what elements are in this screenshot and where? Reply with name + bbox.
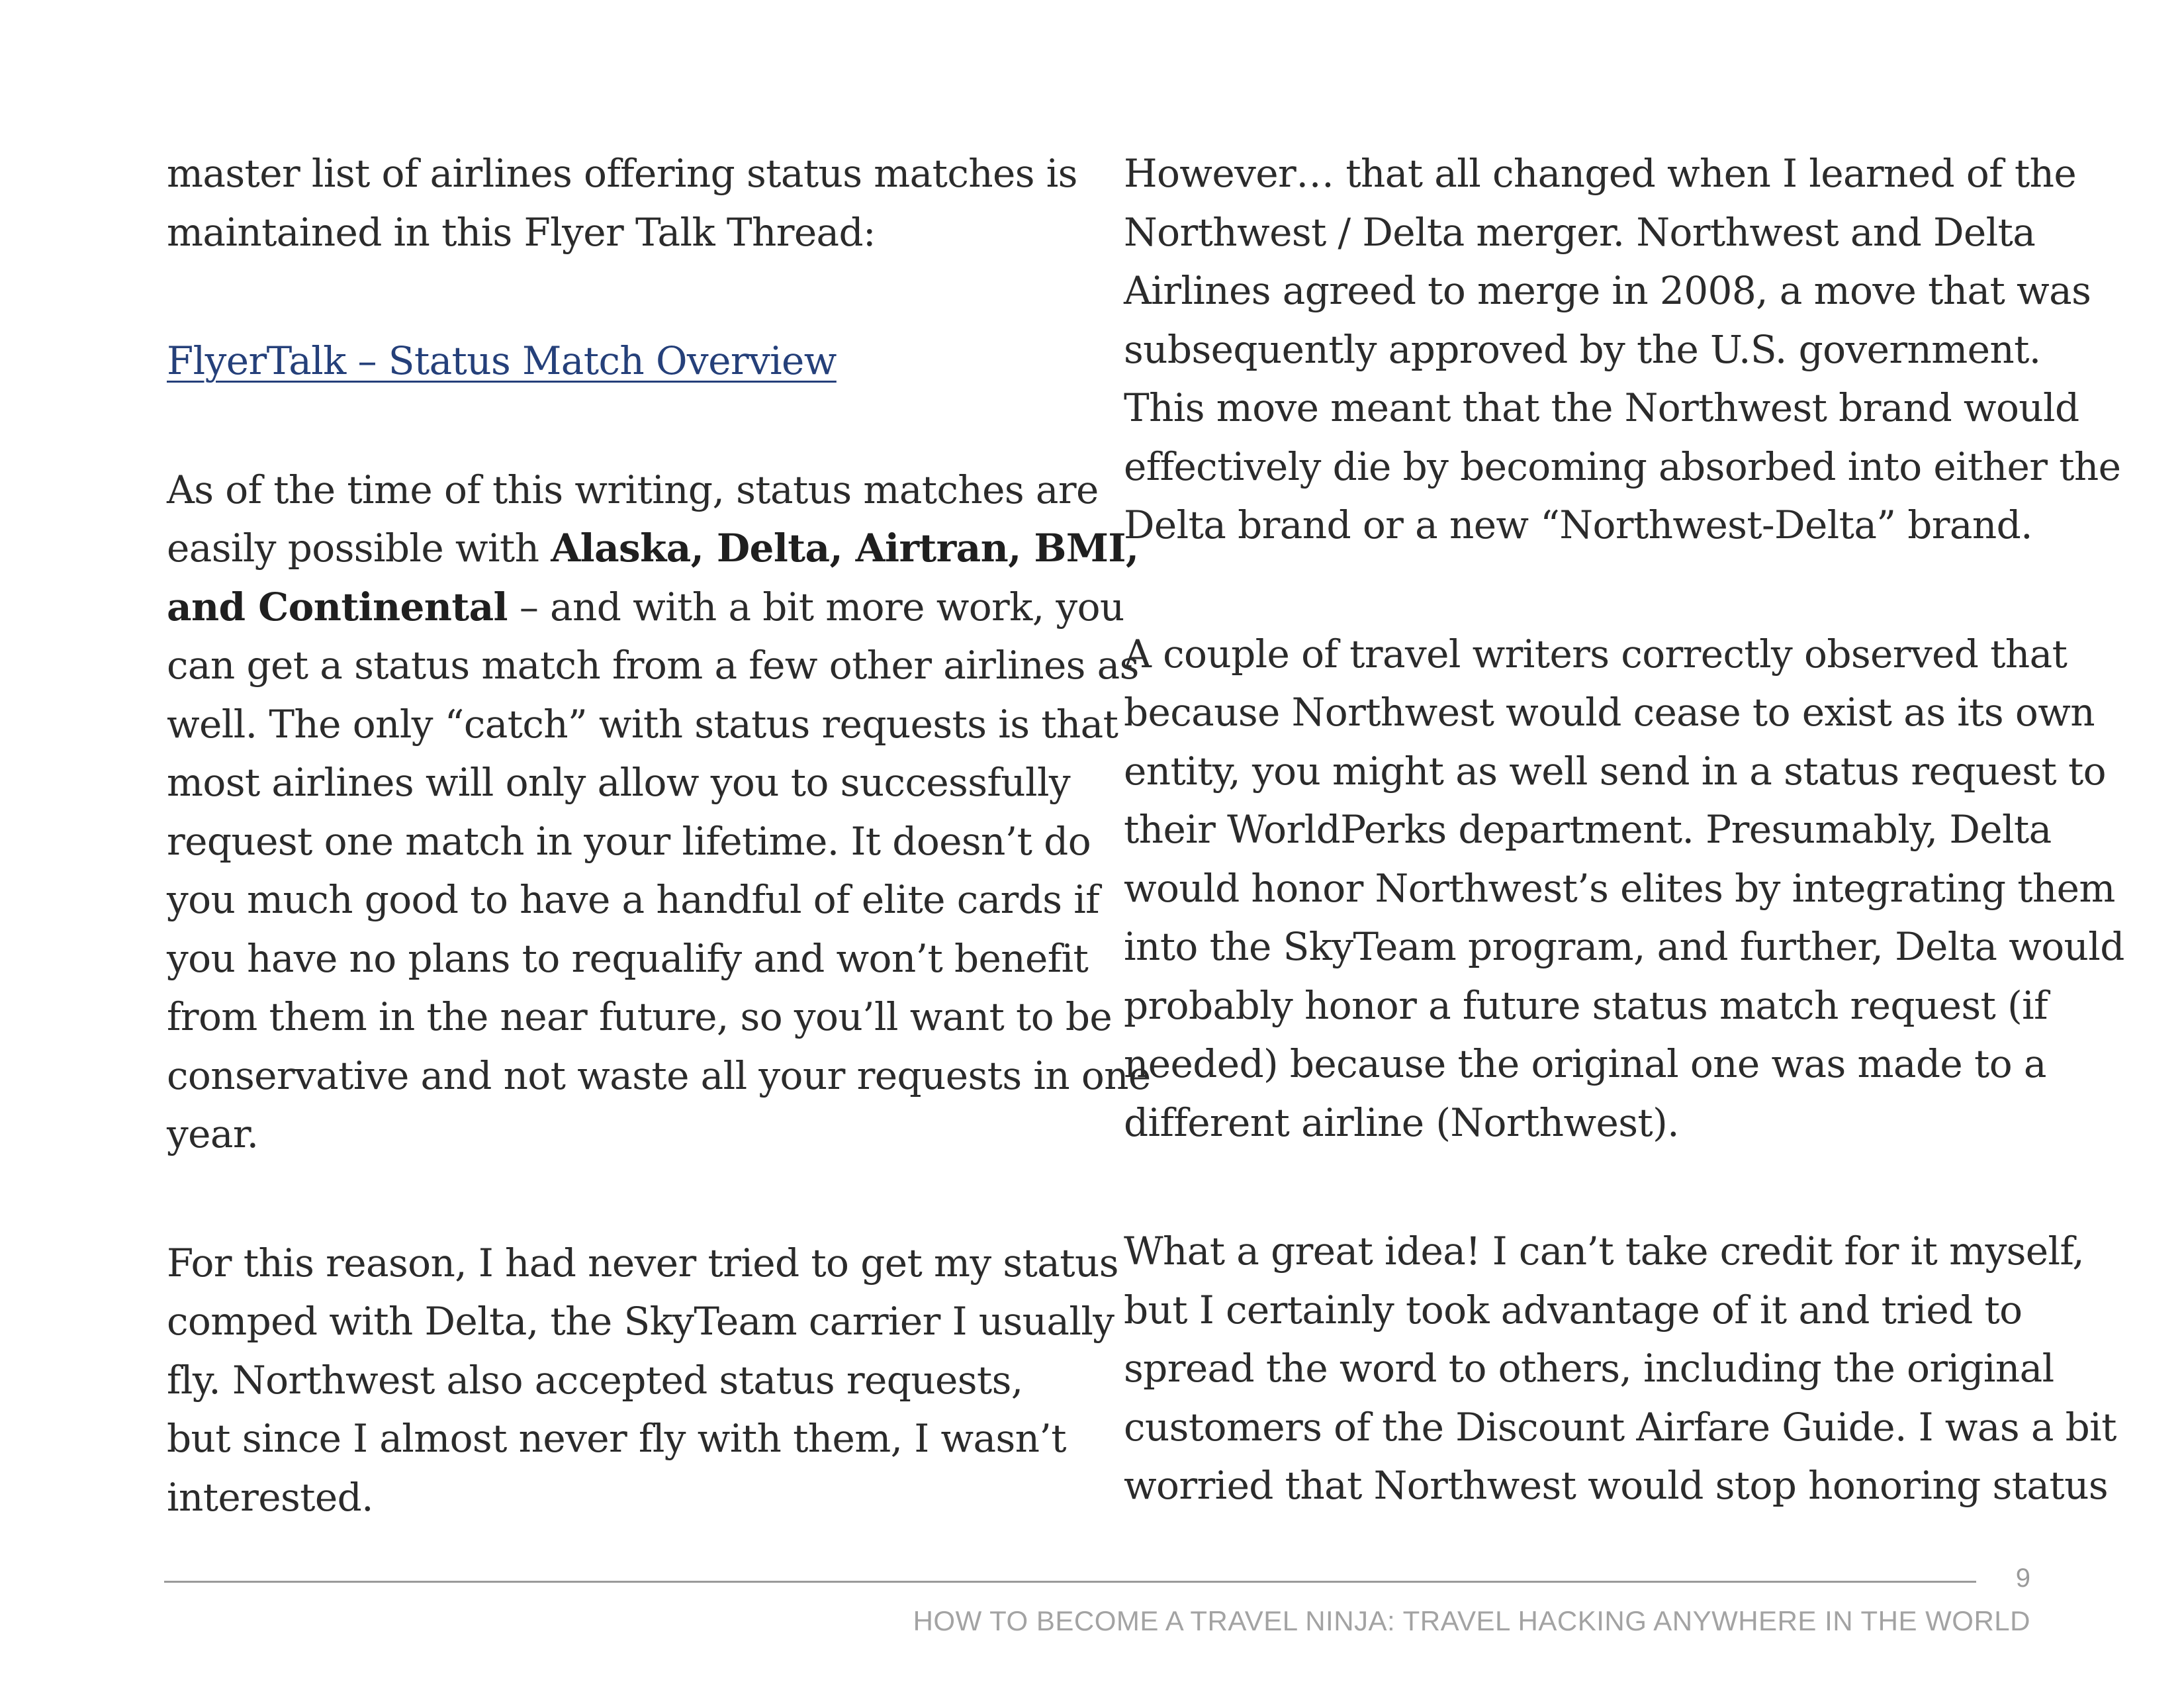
text-line: What a great idea! I can’t take credit for it myself, (1124, 1229, 2085, 1274)
text-line: most airlines will only allow you to successfully (167, 760, 1071, 805)
text-line: different airline (Northwest). (1124, 1100, 1679, 1145)
text-line: subsequently approved by the U.S. government. (1124, 326, 2041, 372)
bold-airlines: and Continental (167, 584, 508, 630)
text-line: but I certainly took advantage of it and tried to (1124, 1287, 2023, 1333)
text-line: For this reason, I had never tried to get my status (167, 1240, 1118, 1286)
left-column (167, 144, 1151, 1526)
page-number: 9 (2015, 1564, 2030, 1593)
text-line: can get a status match from a few other airlines as (167, 643, 1139, 688)
footer-divider (164, 1581, 1976, 1583)
text-line: customers of the Discount Airfare Guide. I was a bit (1124, 1404, 2116, 1450)
text-line: because Northwest would cease to exist as its own (1124, 690, 2095, 735)
text-line: well. The only “catch” with status requests is that (167, 701, 1118, 747)
paragraph-great-idea (1124, 1222, 2116, 1515)
text-line: effectively die by becoming absorbed into either the (1124, 444, 2121, 489)
text-line: but since I almost never fly with them, I wasn’t (167, 1416, 1066, 1461)
text-line (167, 519, 1139, 578)
text-line: This move meant that the Northwest brand would (1124, 385, 2079, 430)
right-column (1124, 144, 2124, 1515)
paragraph-reason (167, 1234, 1118, 1527)
bold-airlines: Alaska, Delta, Airtran, BMI, (551, 526, 1139, 571)
footer-book-title: HOW TO BECOME A TRAVEL NINJA: TRAVEL HACKING ANYWHERE IN THE WORLD (913, 1605, 2030, 1636)
text-line: Airlines agreed to merge in 2008, a move that was (1124, 268, 2091, 313)
paragraph-status-matches (167, 461, 1151, 1164)
text-line: their WorldPerks department. Presumably, Delta (1124, 807, 2052, 852)
text-line: A couple of travel writers correctly observed that (1124, 631, 2068, 677)
text-line: maintained in this Flyer Talk Thread: (167, 209, 876, 255)
text-line: Northwest / Delta merger. Northwest and Delta (1124, 209, 2036, 255)
paragraph-intro (167, 144, 1093, 261)
text-line: year. (167, 1111, 259, 1156)
text-line: into the SkyTeam program, and further, Delta would (1124, 924, 2124, 969)
flyertalk-status-match-link[interactable]: FlyerTalk – Status Match Overview (167, 338, 837, 383)
text-segment: easily possible with (167, 526, 551, 571)
text-line: fly. Northwest also accepted status requests, (167, 1357, 1023, 1403)
text-line: you have no plans to requalify and won’t benefit (167, 935, 1089, 981)
link-paragraph (167, 332, 1093, 391)
paragraph-merger (1124, 144, 2121, 555)
text-line: As of the time of this writing, status matches are (167, 467, 1099, 512)
text-line: probably honor a future status match request (if (1124, 982, 2048, 1028)
text-segment: – and with a bit more work, you (507, 584, 1124, 630)
text-line: request one match in your lifetime. It doesn’t do (167, 818, 1091, 864)
text-line: from them in the near future, so you’ll want to be (167, 994, 1113, 1039)
text-line: worried that Northwest would stop honoring status (1124, 1463, 2108, 1508)
text-line: entity, you might as well send in a status request to (1124, 748, 2106, 794)
text-line: needed) because the original one was made to a (1124, 1041, 2046, 1086)
text-line: comped with Delta, the SkyTeam carrier I usually (167, 1299, 1115, 1344)
text-line: conservative and not waste all your requests in one (167, 1053, 1151, 1098)
text-line: Delta brand or a new “Northwest-Delta” brand. (1124, 502, 2032, 547)
text-line: master list of airlines offering status matches is (167, 151, 1077, 196)
text-line: spread the word to others, including the original (1124, 1346, 2054, 1391)
paragraph-travel-writers (1124, 625, 2124, 1152)
text-line: you much good to have a handful of elite cards if (167, 877, 1100, 922)
text-line (167, 578, 1124, 637)
text-line: interested. (167, 1474, 373, 1520)
text-line: would honor Northwest’s elites by integrating them (1124, 865, 2115, 911)
text-line: However… that all changed when I learned of the (1124, 151, 2077, 196)
